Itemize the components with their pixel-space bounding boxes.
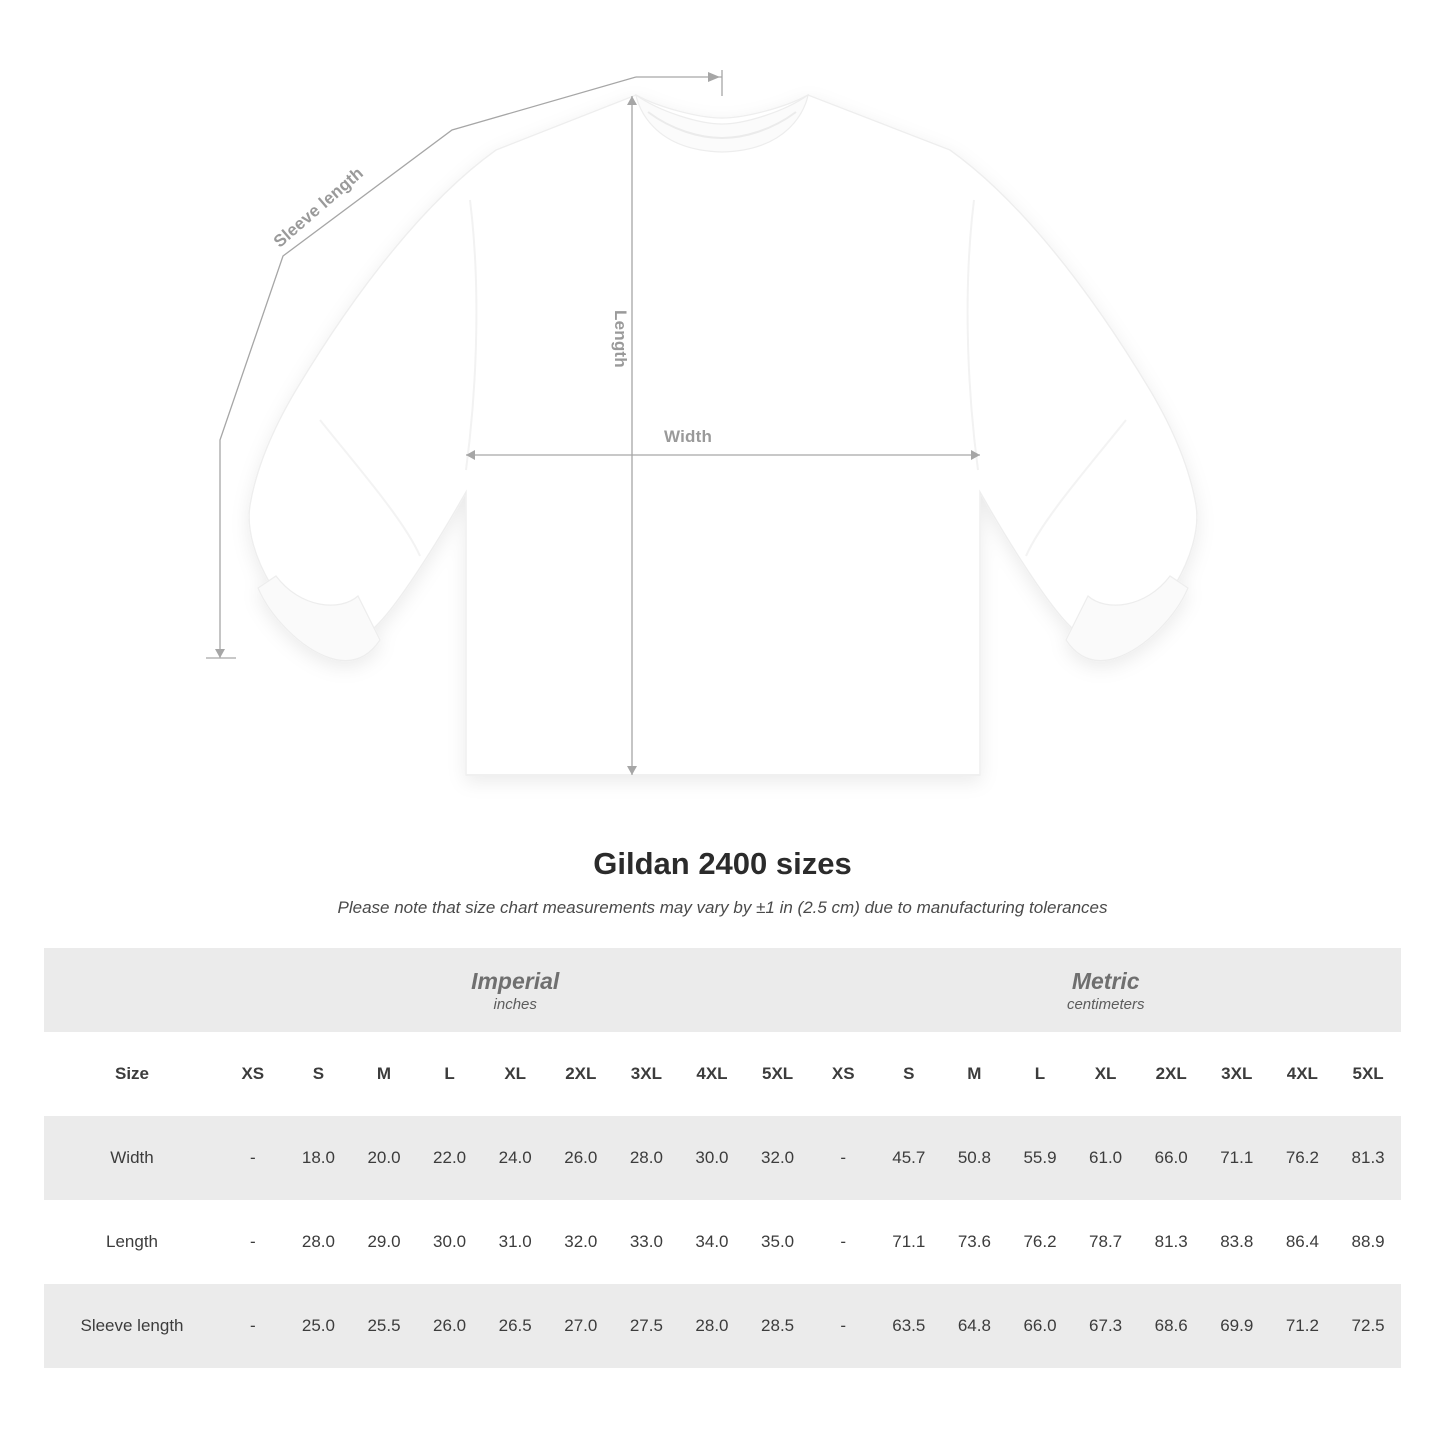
cell-width-metric-4xl: 76.2 [1270, 1116, 1336, 1200]
cell-length-metric-3xl: 83.8 [1204, 1200, 1270, 1284]
cell-sleeve-imperial-3xl: 27.5 [614, 1284, 680, 1368]
row-header-length: Length [44, 1200, 220, 1284]
cell-length-imperial-xs: - [220, 1200, 286, 1284]
cell-sleeve-imperial-4xl: 28.0 [679, 1284, 745, 1368]
unit-header-row [44, 948, 1401, 1032]
column-header-imperial-5xl: 5XL [745, 1032, 811, 1116]
cell-sleeve-imperial-m: 25.5 [351, 1284, 417, 1368]
column-header-imperial-3xl: 3XL [614, 1032, 680, 1116]
imperial-unit-name: Imperial [471, 968, 560, 995]
column-header-metric-2xl: 2XL [1138, 1032, 1204, 1116]
cell-length-imperial-l: 30.0 [417, 1200, 483, 1284]
column-header-imperial-xs: XS [220, 1032, 286, 1116]
cell-length-imperial-xl: 31.0 [482, 1200, 548, 1284]
size-header-row [44, 1032, 1401, 1116]
column-header-metric-5xl: 5XL [1335, 1032, 1401, 1116]
cell-sleeve-metric-xs: - [810, 1284, 876, 1368]
cell-sleeve-metric-5xl: 72.5 [1335, 1284, 1401, 1368]
cell-sleeve-metric-2xl: 68.6 [1138, 1284, 1204, 1368]
cell-width-metric-3xl: 71.1 [1204, 1116, 1270, 1200]
cell-sleeve-metric-3xl: 69.9 [1204, 1284, 1270, 1368]
cell-sleeve-imperial-l: 26.0 [417, 1284, 483, 1368]
length-dimension-label: Length [611, 310, 630, 368]
cell-width-imperial-m: 20.0 [351, 1116, 417, 1200]
column-header-imperial-s: S [286, 1032, 352, 1116]
cell-width-metric-s: 45.7 [876, 1116, 942, 1200]
cell-width-imperial-xs: - [220, 1116, 286, 1200]
cell-width-imperial-5xl: 32.0 [745, 1116, 811, 1200]
imperial-unit-header [220, 948, 810, 1032]
cell-width-imperial-s: 18.0 [286, 1116, 352, 1200]
table-row [44, 1116, 1401, 1200]
cell-sleeve-imperial-xl: 26.5 [482, 1284, 548, 1368]
cell-width-metric-xs: - [810, 1116, 876, 1200]
size-chart-table [44, 948, 1401, 1368]
metric-unit-sub: centimeters [1066, 995, 1145, 1013]
cell-sleeve-metric-s: 63.5 [876, 1284, 942, 1368]
cell-sleeve-imperial-5xl: 28.5 [745, 1284, 811, 1368]
column-header-metric-3xl: 3XL [1204, 1032, 1270, 1116]
cell-width-metric-xl: 61.0 [1073, 1116, 1139, 1200]
cell-length-imperial-m: 29.0 [351, 1200, 417, 1284]
column-header-metric-m: M [942, 1032, 1008, 1116]
cell-width-imperial-3xl: 28.0 [614, 1116, 680, 1200]
row-header-width: Width [44, 1116, 220, 1200]
cell-length-metric-m: 73.6 [942, 1200, 1008, 1284]
column-header-metric-xl: XL [1073, 1032, 1139, 1116]
cell-width-imperial-l: 22.0 [417, 1116, 483, 1200]
row-header-sleeve-length: Sleeve length [44, 1284, 220, 1368]
cell-length-imperial-2xl: 32.0 [548, 1200, 614, 1284]
column-header-imperial-4xl: 4XL [679, 1032, 745, 1116]
cell-length-metric-xl: 78.7 [1073, 1200, 1139, 1284]
size-table-wrapper [44, 948, 1401, 1368]
column-header-metric-s: S [876, 1032, 942, 1116]
cell-sleeve-metric-xl: 67.3 [1073, 1284, 1139, 1368]
cell-length-imperial-s: 28.0 [286, 1200, 352, 1284]
tolerance-note: Please note that size chart measurements may vary by ±1 in (2.5 cm) due to manufacturing tolerances [337, 898, 1108, 917]
cell-width-imperial-xl: 24.0 [482, 1116, 548, 1200]
column-header-metric-l: L [1007, 1032, 1073, 1116]
metric-unit-name: Metric [1071, 968, 1140, 995]
cell-sleeve-metric-m: 64.8 [942, 1284, 1008, 1368]
shirt-shape [249, 95, 1197, 775]
metric-unit-header [810, 948, 1401, 1032]
sleeve-length-dimension-label: Sleeve length [269, 163, 368, 252]
unit-header-spacer [44, 948, 220, 1032]
cell-width-metric-l: 55.9 [1007, 1116, 1073, 1200]
column-header-imperial-2xl: 2XL [548, 1032, 614, 1116]
cell-sleeve-metric-4xl: 71.2 [1270, 1284, 1336, 1368]
cell-sleeve-metric-l: 66.0 [1007, 1284, 1073, 1368]
cell-sleeve-imperial-s: 25.0 [286, 1284, 352, 1368]
cell-length-imperial-4xl: 34.0 [679, 1200, 745, 1284]
cell-length-metric-4xl: 86.4 [1270, 1200, 1336, 1284]
cell-length-metric-xs: - [810, 1200, 876, 1284]
cell-width-metric-m: 50.8 [942, 1116, 1008, 1200]
cell-length-metric-s: 71.1 [876, 1200, 942, 1284]
width-dimension-label: Width [664, 427, 713, 446]
cell-width-imperial-4xl: 30.0 [679, 1116, 745, 1200]
table-row [44, 1284, 1401, 1368]
table-row [44, 1200, 1401, 1284]
column-header-imperial-xl: XL [482, 1032, 548, 1116]
cell-width-metric-5xl: 81.3 [1335, 1116, 1401, 1200]
cell-sleeve-imperial-xs: - [220, 1284, 286, 1368]
cell-length-metric-l: 76.2 [1007, 1200, 1073, 1284]
column-header-metric-xs: XS [810, 1032, 876, 1116]
cell-width-imperial-2xl: 26.0 [548, 1116, 614, 1200]
column-header-size: Size [44, 1032, 220, 1116]
column-header-imperial-l: L [417, 1032, 483, 1116]
title-block [0, 846, 1445, 918]
cell-length-imperial-5xl: 35.0 [745, 1200, 811, 1284]
cell-length-imperial-3xl: 33.0 [614, 1200, 680, 1284]
cell-sleeve-imperial-2xl: 27.0 [548, 1284, 614, 1368]
cell-length-metric-2xl: 81.3 [1138, 1200, 1204, 1284]
column-header-metric-4xl: 4XL [1270, 1032, 1336, 1116]
cell-length-metric-5xl: 88.9 [1335, 1200, 1401, 1284]
page-title: Gildan 2400 sizes [593, 846, 852, 881]
imperial-unit-sub: inches [493, 995, 537, 1013]
column-header-imperial-m: M [351, 1032, 417, 1116]
cell-width-metric-2xl: 66.0 [1138, 1116, 1204, 1200]
